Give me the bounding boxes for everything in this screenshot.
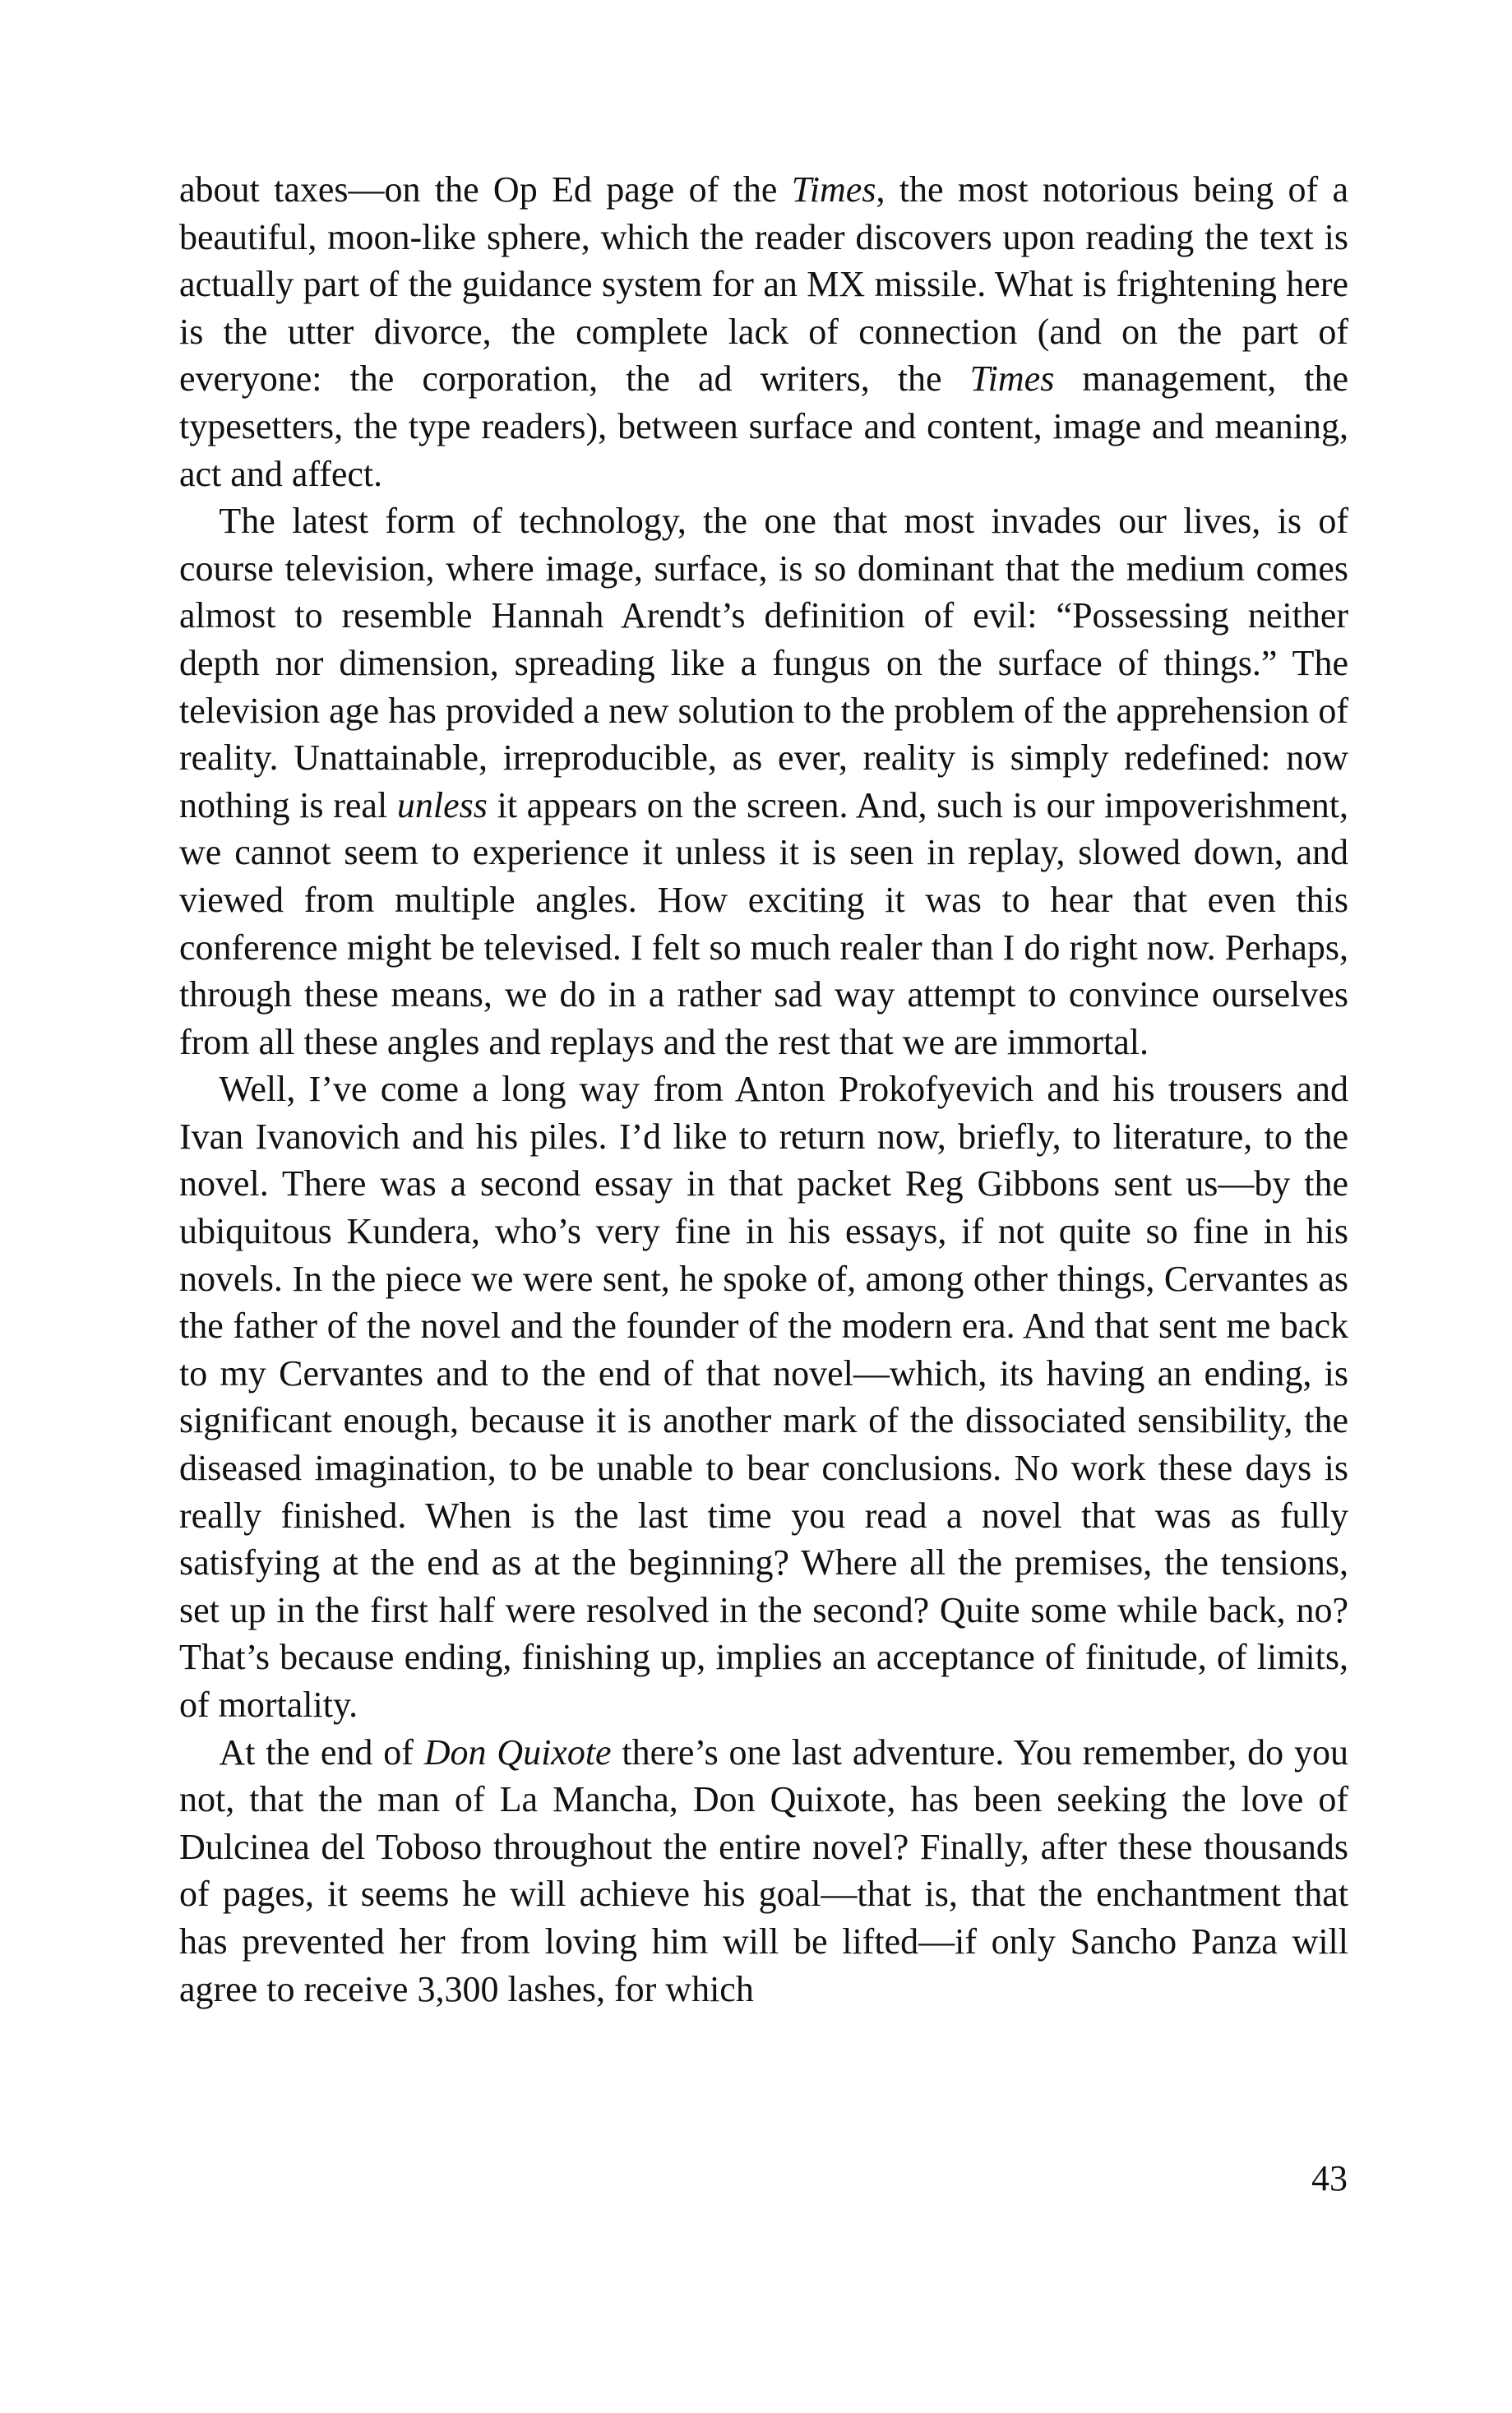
paragraph-text: about taxes—on the Op Ed page of the bbox=[179, 169, 792, 210]
body-text bbox=[179, 166, 1348, 2013]
paragraph-text: it appears on the screen. And, such is our impoverishment, we cannot seem to experience it unless it is seen in replay, slowed down, and viewed from multiple angles. How exciting it was to hear that even this conference might be televised. I felt so much realer than I do right now. Perhaps, through these means, we do in a rather sad way attempt to convince ourselves from all these angles and replays and the rest that we are immortal. bbox=[179, 784, 1349, 1062]
paragraph-text: The latest form of technology, the one that most invades our lives, is of course television, where image, surface, is so dominant that the medium comes almost to resemble Hannah Arendt’s definition of evil: “Possessing neither depth nor dimension, spreading like a fungus on the surface of things.” The television age has provided a new solution to the problem of the apprehension of reality. Unattainable, irreproducible, as ever, reality is simply redefined: now nothing is real bbox=[179, 501, 1348, 825]
italic-title: Don Quixote bbox=[423, 1731, 612, 1773]
italic-title: Times bbox=[791, 169, 876, 210]
page-number: 43 bbox=[1311, 2158, 1348, 2198]
italic-title: Times bbox=[969, 358, 1055, 400]
paragraph-4 bbox=[179, 1729, 1348, 2013]
paragraph-text: there’s one last adventure. You remember, do you not, that the man of La Mancha, Don Quixote, has been seeking the love of Dulcinea del Toboso throughout the entire novel? Finally, after these thousands of pages, it seems he will achieve his goal—that is, that the enchantment that has prevented her from loving him will be lifted—if only Sancho Panza will agree to receive 3,300 lashes, for which bbox=[179, 1731, 1349, 2009]
paragraph-text: Well, I’ve come a long way from Anton Prokofyevich and his trousers and Ivan Ivanovich and his piles. I’d like to return now, briefly, to literature, to the novel. There was a second essay in that packet Reg Gibbons sent us—by the ubiquitous Kundera, who’s very fine in his essays, if not quite so fine in his novels. In the piece we were sent, he spoke of, among other things, Cervantes as the father of the novel and the founder of the modern era. And that sent me back to my Cervantes and to the end of that novel—which, its having an ending, is significant enough, because it is another mark of the dissociated sensibility, the diseased imagination, to be unable to bear conclusions. No work these days is really finished. When is the last time you read a novel that was as fully satisfying at the end as at the beginning? Where all the premises, the tensions, set up in the first half were resolved in the second? Quite some while back, no? That’s because ending, finishing up, implies an acceptance of finitude, of limits, of mortality. bbox=[179, 1069, 1348, 1725]
paragraph-text: At the end of bbox=[219, 1731, 424, 1773]
paragraph-3 bbox=[179, 1066, 1348, 1728]
paragraph-2 bbox=[179, 497, 1348, 1066]
paragraph-1 bbox=[179, 166, 1348, 497]
paragraph-text: , the most notorious being of a beautiful, moon-like sphere, which the reader discovers upon reading the text is actually part of the guidance system for an MX missile. What is frightening here is the utter divorce, the complete lack of connection (and on the part of everyone: the corporation, the ad writers, the bbox=[179, 169, 1348, 400]
paragraph-text: management, the typesetters, the type readers), between surface and content, image and meaning, act and affect. bbox=[179, 358, 1348, 494]
italic-emphasis: unless bbox=[396, 784, 488, 825]
